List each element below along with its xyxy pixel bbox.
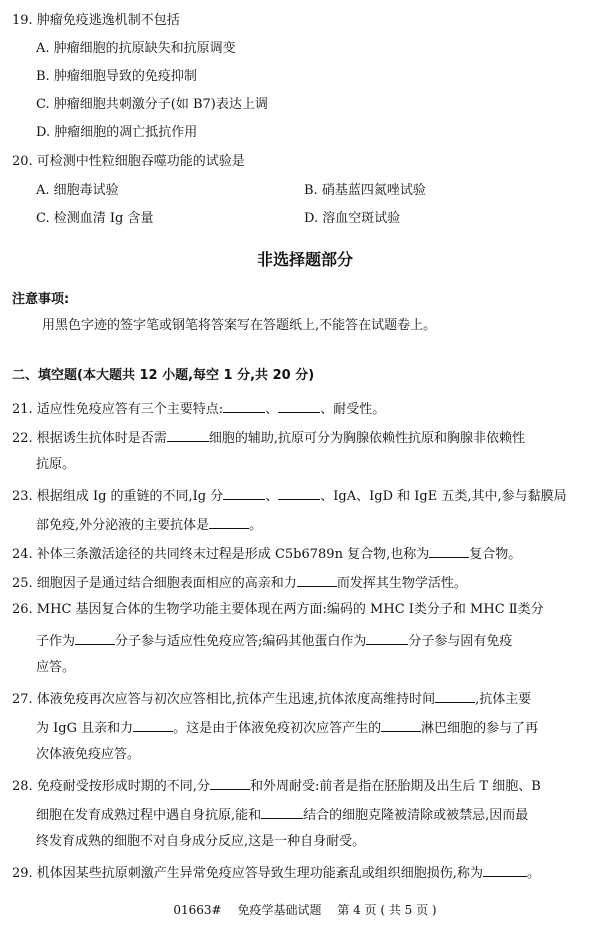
answer-blank[interactable]	[435, 690, 475, 703]
answer-blank[interactable]	[223, 400, 265, 413]
answer-blank[interactable]	[483, 864, 527, 877]
question-26-cont2: 应答。	[36, 660, 76, 675]
question-19-option-d: D. 肿瘤细胞的凋亡抵抗作用	[36, 125, 198, 140]
answer-blank[interactable]	[261, 806, 303, 819]
question-23-cont: 部免疫,外分泌液的主要抗体是 。	[36, 518, 263, 533]
question-27-cont2: 次体液免疫应答。	[36, 747, 141, 762]
page-number: 第 4 页 ( 共 5 页 )	[337, 903, 437, 917]
answer-blank[interactable]	[278, 487, 320, 500]
answer-blank[interactable]	[223, 487, 265, 500]
question-19-option-a: A. 肿瘤细胞的抗原缺失和抗原调变	[36, 41, 236, 56]
question-28-cont2: 终发育成熟的细胞不对自身成分反应,这是一种自身耐受。	[36, 834, 366, 849]
answer-blank[interactable]	[278, 400, 320, 413]
answer-blank[interactable]	[297, 574, 337, 587]
question-19-option-b: B. 肿瘤细胞导致的免疫抑制	[36, 69, 197, 84]
question-29: 29. 机体因某些抗原刺激产生异常免疫应答导致生理功能紊乱或组织细胞损伤,称为 。	[12, 866, 540, 881]
answer-blank[interactable]	[75, 632, 115, 645]
notice-text: 用黑色字迹的签字笔或钢笔将答案写在答题纸上,不能答在试题卷上。	[42, 318, 437, 333]
notice-heading: 注意事项:	[12, 292, 70, 307]
exam-code: 01663#	[173, 903, 222, 917]
section-title: 非选择题部分	[256, 250, 353, 269]
question-23: 23. 根据组成 Ig 的重链的不同,Ig 分 、 、IgA、IgD 和 IgE 五类,其中,参与黏膜局	[12, 489, 567, 504]
question-24: 24. 补体三条激活途径的共同终末过程是形成 C5b6789n 复合物,也称为 复合物。	[12, 547, 522, 562]
fill-section-heading: 二、填空题(本大题共 12 小题,每空 1 分,共 20 分)	[12, 368, 315, 383]
question-26-cont: 子作为 分子参与适应性免疫应答;编码其他蛋白作为 分子参与固有免疫	[36, 634, 513, 649]
question-28-cont: 细胞在发育成熟过程中遇自身抗原,能和 结合的细胞克隆被清除或被禁忌,因而最	[36, 808, 529, 823]
question-25: 25. 细胞因子是通过结合细胞表面相应的高亲和力 而发挥其生物学活性。	[12, 576, 467, 591]
answer-blank[interactable]	[133, 719, 173, 732]
answer-blank[interactable]	[210, 777, 250, 790]
answer-blank[interactable]	[429, 545, 469, 558]
exam-title: 免疫学基础试题	[237, 903, 322, 917]
question-20-option-d: D. 溶血空斑试验	[304, 211, 401, 226]
question-20-option-c: C. 检测血清 Ig 含量	[36, 211, 154, 226]
answer-blank[interactable]	[167, 429, 209, 442]
question-22-cont: 抗原。	[36, 457, 76, 472]
question-26: 26. MHC 基因复合体的生物学功能主要体现在两方面:编码的 MHC Ⅰ类分子和 MHC Ⅱ类分	[12, 602, 544, 617]
question-20-option-b: B. 硝基蓝四氮唑试验	[304, 183, 426, 198]
question-22: 22. 根据诱生抗体时是否需 细胞的辅助,抗原可分为胸腺依赖性抗原和胸腺非依赖性	[12, 431, 525, 446]
question-19-option-c: C. 肿瘤细胞共刺激分子(如 B7)表达上调	[36, 97, 268, 112]
page-footer	[0, 904, 610, 916]
question-27-cont: 为 IgG 且亲和力 。这是由于体液免疫初次应答产生的 淋巴细胞的参与了再	[36, 721, 539, 736]
answer-blank[interactable]	[366, 632, 408, 645]
question-20-stem: 20. 可检测中性粒细胞吞噬功能的试验是	[12, 154, 245, 169]
answer-blank[interactable]	[381, 719, 421, 732]
question-27: 27. 体液免疫再次应答与初次应答相比,抗体产生迅速,抗体浓度高维持时间 ,抗体主要	[12, 692, 532, 707]
question-28: 28. 免疫耐受按形成时期的不同,分 和外周耐受:前者是指在胚胎期及出生后 T 细胞、B	[12, 779, 541, 794]
answer-blank[interactable]	[209, 516, 249, 529]
question-19-stem: 19. 肿瘤免疫逃逸机制不包括	[12, 13, 180, 28]
question-21: 21. 适应性免疫应答有三个主要特点: 、 、耐受性。	[12, 402, 386, 417]
question-20-option-a: A. 细胞毒试验	[36, 183, 119, 198]
